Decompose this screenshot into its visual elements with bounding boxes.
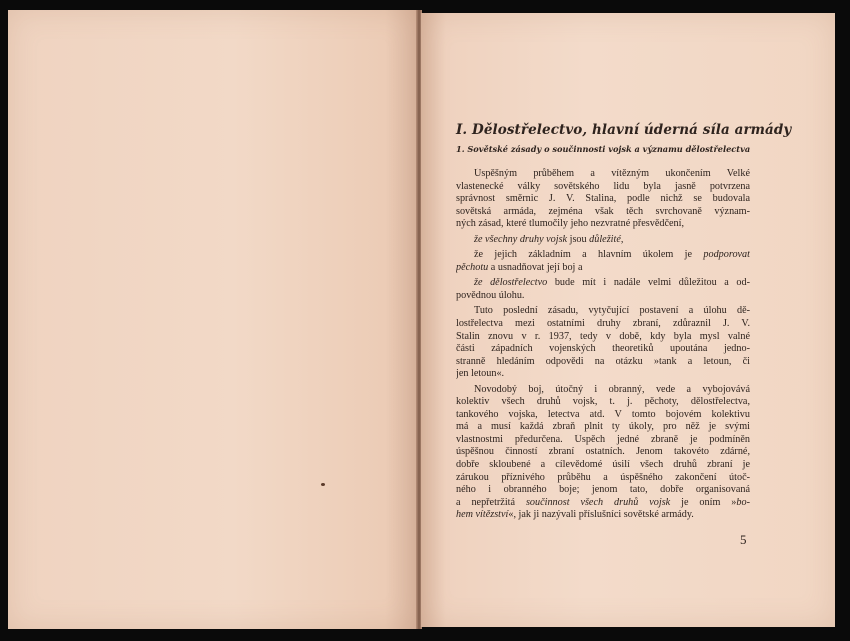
text-line bbox=[456, 497, 750, 510]
text-segment: Úspěšným průběhem a vítězným ukončením Velké bbox=[474, 168, 750, 179]
text-segment: sovětská armáda, zejména však těch svrchovaně význam- bbox=[456, 205, 750, 217]
text-segment: a nepřetržitá bbox=[456, 496, 526, 508]
text-line bbox=[456, 396, 750, 409]
paragraph bbox=[456, 234, 750, 247]
emphasized-text: pěchotu bbox=[456, 261, 489, 273]
text-line bbox=[456, 509, 750, 522]
text-segment: jen letoun«. bbox=[456, 368, 505, 380]
text-segment: správnost směrnic J. V. Stalina, podle nichž se budovala bbox=[456, 193, 750, 205]
text-line bbox=[456, 421, 750, 434]
text-line bbox=[456, 181, 750, 194]
text-line bbox=[456, 484, 750, 497]
page-content bbox=[456, 122, 792, 525]
text-line bbox=[456, 290, 750, 303]
text-line bbox=[456, 331, 750, 344]
paragraph bbox=[456, 168, 750, 231]
text-segment: tankového vojska, letectva atd. V tomto bojovém kolektivu bbox=[456, 408, 750, 420]
emphasized-text: součinnost všech druhů vojsk bbox=[525, 496, 671, 508]
emphasized-text: že dělostřelectvo bbox=[474, 277, 548, 289]
text-line bbox=[456, 193, 750, 206]
paragraph bbox=[456, 249, 750, 274]
paper-speck bbox=[321, 483, 325, 486]
paragraph bbox=[456, 384, 750, 522]
text-line bbox=[456, 384, 750, 397]
text-segment: stranně hledáním odpovědi na otázku »tank a letoun, či bbox=[456, 355, 750, 367]
text-segment: Novodobý boj, útočný i obranný, vede a vybojovává bbox=[474, 383, 750, 395]
text-line bbox=[456, 356, 750, 369]
section-title: 1. Sovětské zásady o součinnosti vojsk a významu dělostřelectva bbox=[456, 144, 751, 154]
text-segment: že jejich základním a hlavním úkolem je bbox=[474, 249, 704, 261]
text-segment: Tuto poslední zásadu, vytyčující postavení a úlohu dě- bbox=[474, 305, 750, 317]
text-segment: «, jak ji nazývali příslušníci sovětské armády. bbox=[508, 509, 694, 521]
text-segment: Stalin znovu v r. 1937, tedy v době, kdy byla mysl valné bbox=[456, 330, 750, 342]
body-text bbox=[456, 168, 750, 522]
emphasized-text: podporovat bbox=[703, 249, 750, 261]
emphasized-text: bo- bbox=[736, 496, 750, 508]
text-segment: lostřelectva mezi ostatními druhy zbraní, zdůraznil J. V. bbox=[456, 318, 750, 330]
text-line bbox=[456, 218, 750, 231]
text-line bbox=[456, 446, 750, 459]
text-line bbox=[456, 277, 750, 290]
text-line bbox=[456, 249, 750, 262]
text-segment: má a musí každá zbraň plnit ty úkoly, pro něž je svými bbox=[456, 421, 750, 433]
paragraph bbox=[456, 277, 750, 302]
text-line bbox=[456, 262, 750, 275]
left-page bbox=[8, 10, 418, 629]
text-segment: a usnadňovat její boj a bbox=[488, 261, 583, 273]
text-segment: ných zásad, které tlumočily jeho nezvratné přesvědčení, bbox=[456, 218, 684, 230]
text-segment: části západních vojenských theoretiků upoutána jedno- bbox=[456, 343, 750, 355]
text-line bbox=[456, 343, 750, 356]
text-line bbox=[456, 168, 750, 181]
page-number: 5 bbox=[740, 532, 747, 547]
text-line bbox=[456, 459, 750, 472]
text-segment: bude mít i nadále velmi důležitou a od- bbox=[547, 277, 750, 289]
text-line bbox=[456, 472, 750, 485]
text-segment: ného i obranného boje; jenom tato, dobře organisovaná bbox=[456, 484, 750, 496]
emphasized-text: hem vítězství bbox=[456, 509, 509, 521]
text-segment: vlastenecké války sovětského lidu byla jasně potvrzena bbox=[456, 180, 750, 192]
text-line bbox=[456, 409, 750, 422]
text-line bbox=[456, 206, 750, 219]
text-segment: povědnou úlohu. bbox=[456, 289, 525, 301]
text-line bbox=[456, 318, 750, 331]
emphasized-text: že všechny druhy vojsk bbox=[474, 233, 568, 245]
text-segment: úspěšnou činností zbraní ostatních. Jenom takovéto zdárné, bbox=[456, 446, 750, 458]
text-line bbox=[456, 305, 750, 318]
text-segment: zárukou příznivého průběhu a úspěšného zakončení útoč- bbox=[456, 471, 750, 483]
text-segment: kolektiv všech druhů vojsk, t. j. pěchoty, dělostřelectva, bbox=[456, 396, 750, 408]
chapter-title: I. Dělostřelectvo, hlavní úderná síla armády bbox=[456, 122, 792, 138]
text-segment: je oním » bbox=[670, 496, 737, 508]
text-segment: vlastnostmi předurčena. Úspěch jedné zbraně je podmíněn bbox=[456, 433, 750, 445]
text-segment: jsou bbox=[567, 233, 590, 245]
emphasized-text: důležité, bbox=[589, 233, 624, 245]
text-line bbox=[456, 368, 750, 381]
text-line bbox=[456, 234, 750, 247]
text-segment: dobře skloubené a cílevědomé úsilí všech druhů zbraní je bbox=[456, 459, 750, 471]
text-line bbox=[456, 434, 750, 447]
paragraph bbox=[456, 305, 750, 380]
